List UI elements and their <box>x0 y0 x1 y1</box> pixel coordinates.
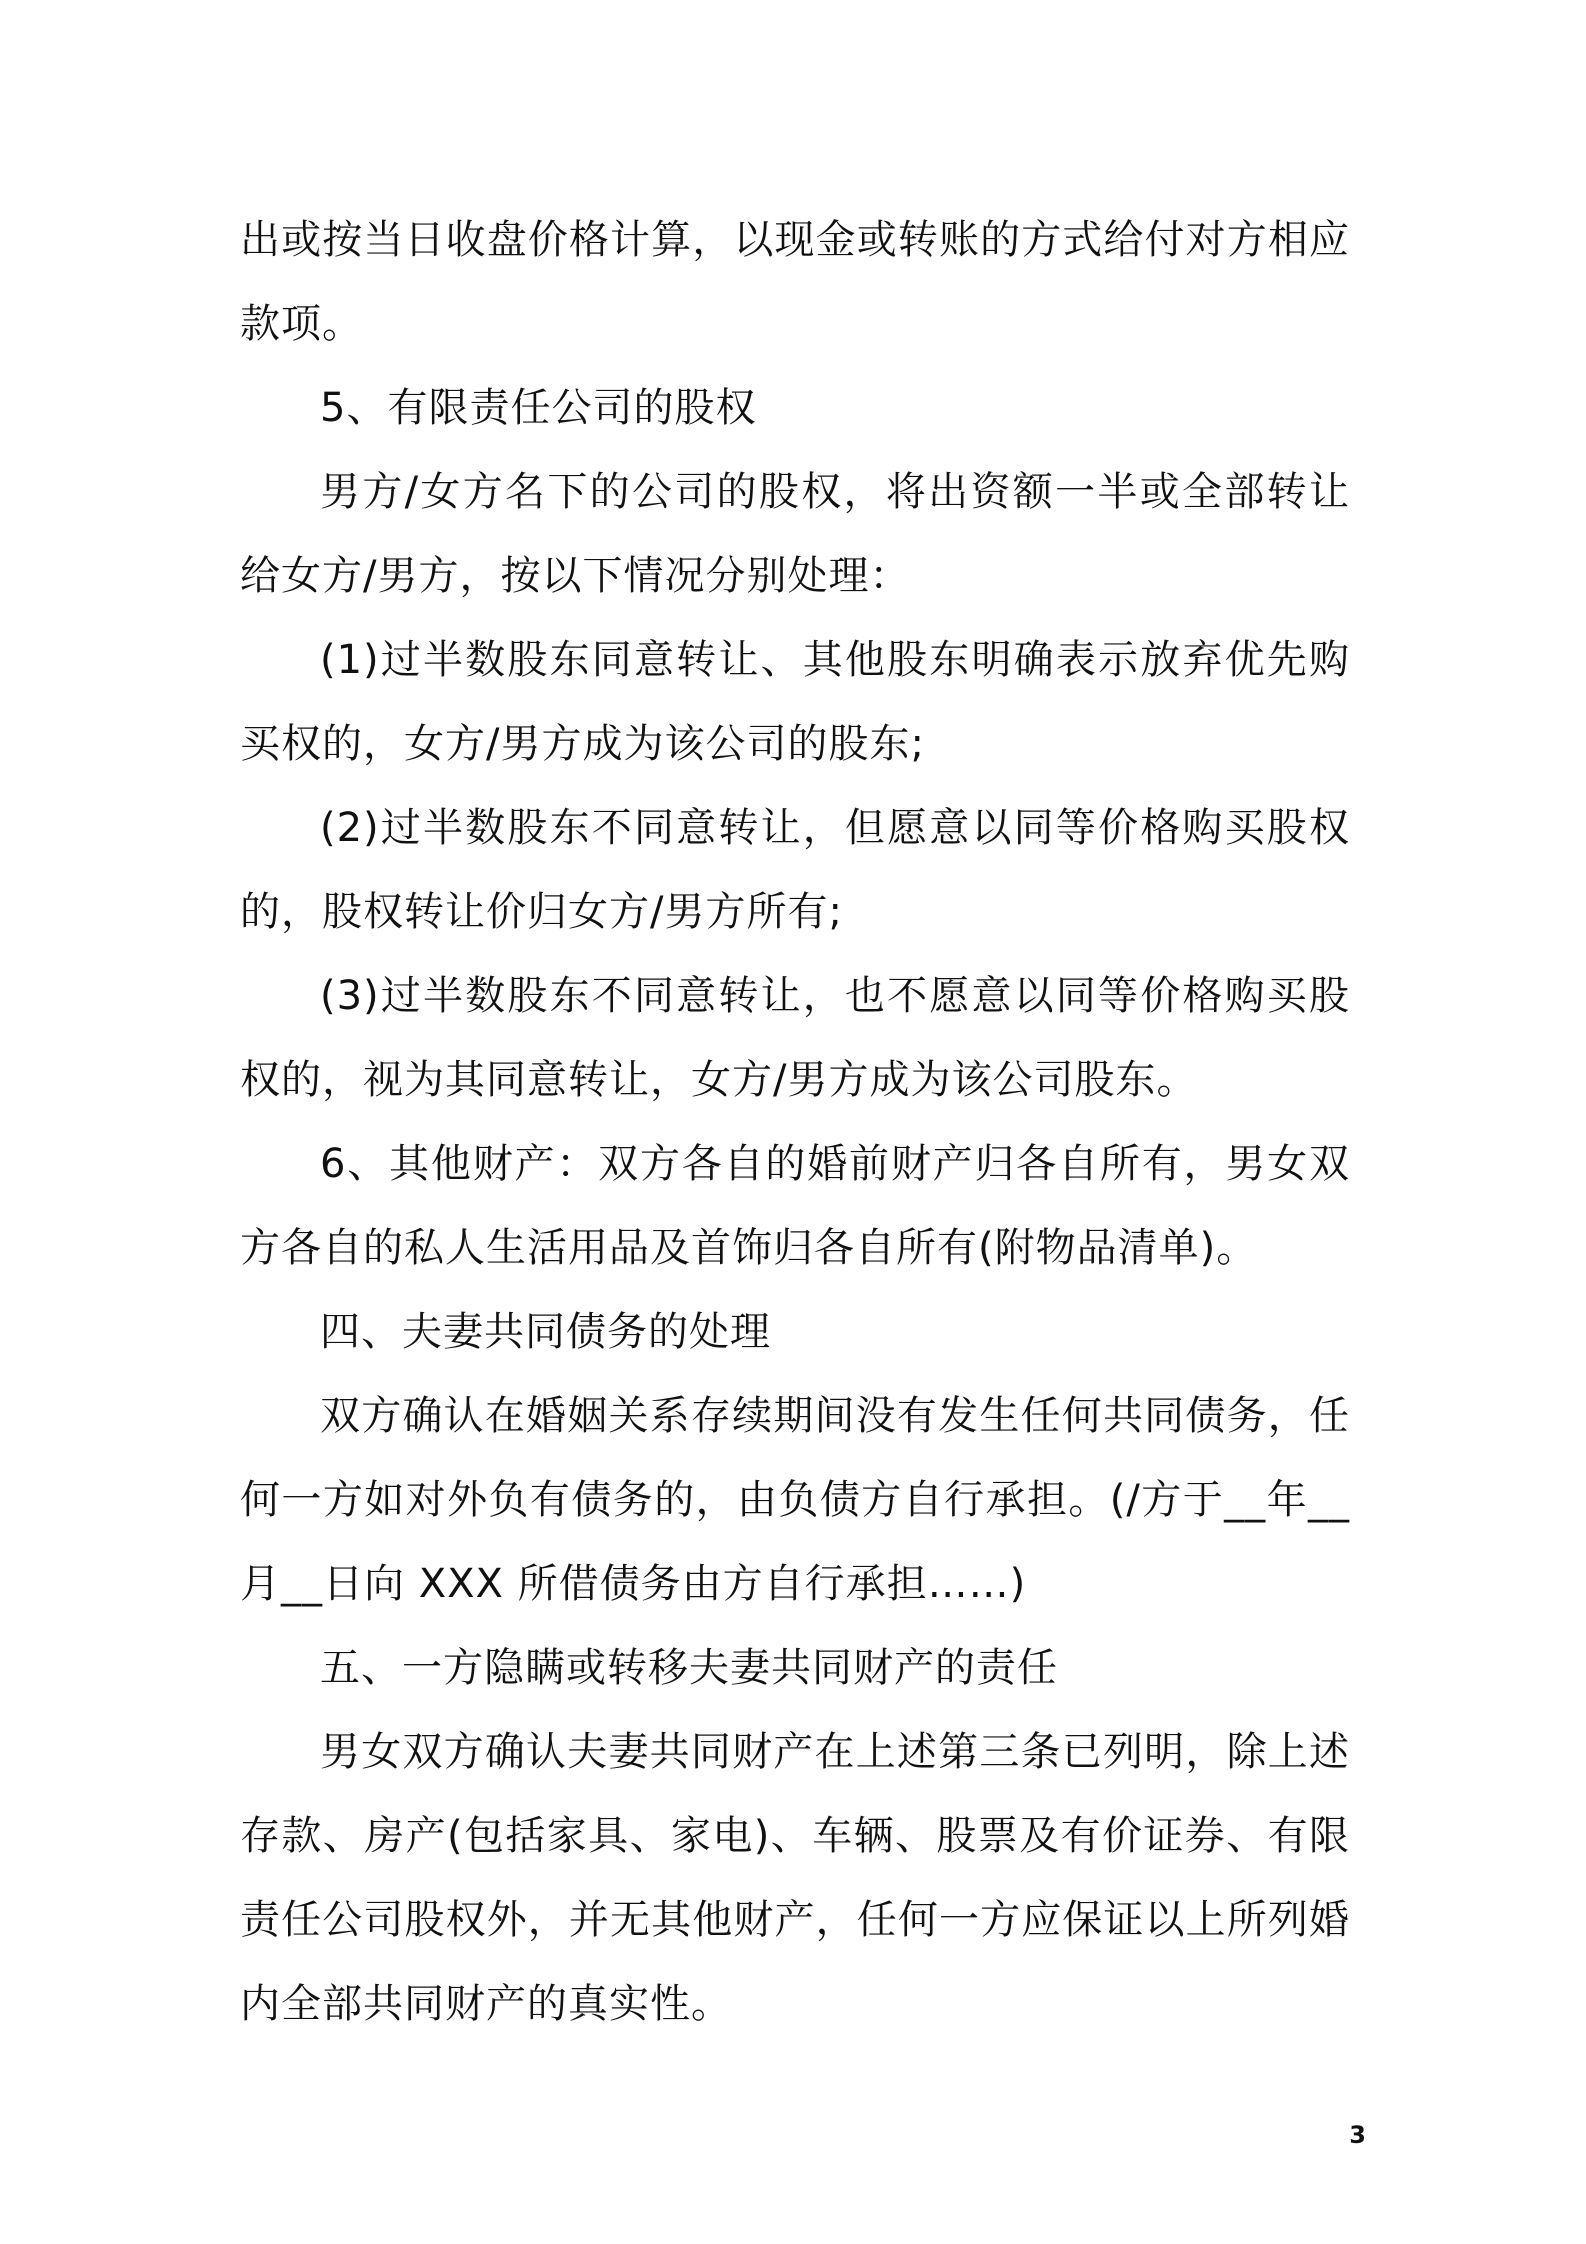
heading-concealment-liability: 五、一方隐瞒或转移夫妻共同财产的责任 <box>320 1645 1058 1691</box>
paragraph-case-1: (1)过半数股东同意转让、其他股东明确表示放弃优先购买权的，女方/男方成为该公司的股东; <box>240 637 1350 767</box>
heading-llc-equity: 5、有限责任公司的股权 <box>320 385 757 431</box>
paragraph-concealment-liability: 男女双方确认夫妻共同财产在上述第三条已列明，除上述存款、房产(包括家具、家电)、车辆、股票及有价证券、有限责任公司股权外，并无其他财产，任何一方应保证以上所列婚内全部共同财产的真实性。 <box>240 1729 1350 2027</box>
page-number: 3 <box>1349 2121 1366 2149</box>
paragraph-case-3: (3)过半数股东不同意转让，也不愿意以同等价格购买股权的，视为其同意转让，女方/男方成为该公司股东。 <box>240 973 1350 1103</box>
paragraph-case-2: (2)过半数股东不同意转让，但愿意以同等价格购买股权的，股权转让价归女方/男方所有; <box>240 805 1350 935</box>
heading-joint-debts: 四、夫妻共同债务的处理 <box>320 1309 771 1355</box>
paragraph-joint-debts: 双方确认在婚姻关系存续期间没有发生任何共同债务，任何一方如对外负有债务的，由负债方自行承担。(/方于__年__月__日向 XXX 所借债务由方自行承担……) <box>240 1393 1350 1607</box>
paragraph-payment-continuation: 出或按当日收盘价格计算，以现金或转账的方式给付对方相应款项。 <box>240 217 1350 347</box>
paragraph-other-property: 6、其他财产：双方各自的婚前财产归各自所有，男女双方各自的私人生活用品及首饰归各自所有(附物品清单)。 <box>240 1141 1350 1271</box>
paragraph-equity-transfer: 男方/女方名下的公司的股权，将出资额一半或全部转让给女方/男方，按以下情况分别处理： <box>240 469 1350 599</box>
document-body <box>240 198 1350 2046</box>
